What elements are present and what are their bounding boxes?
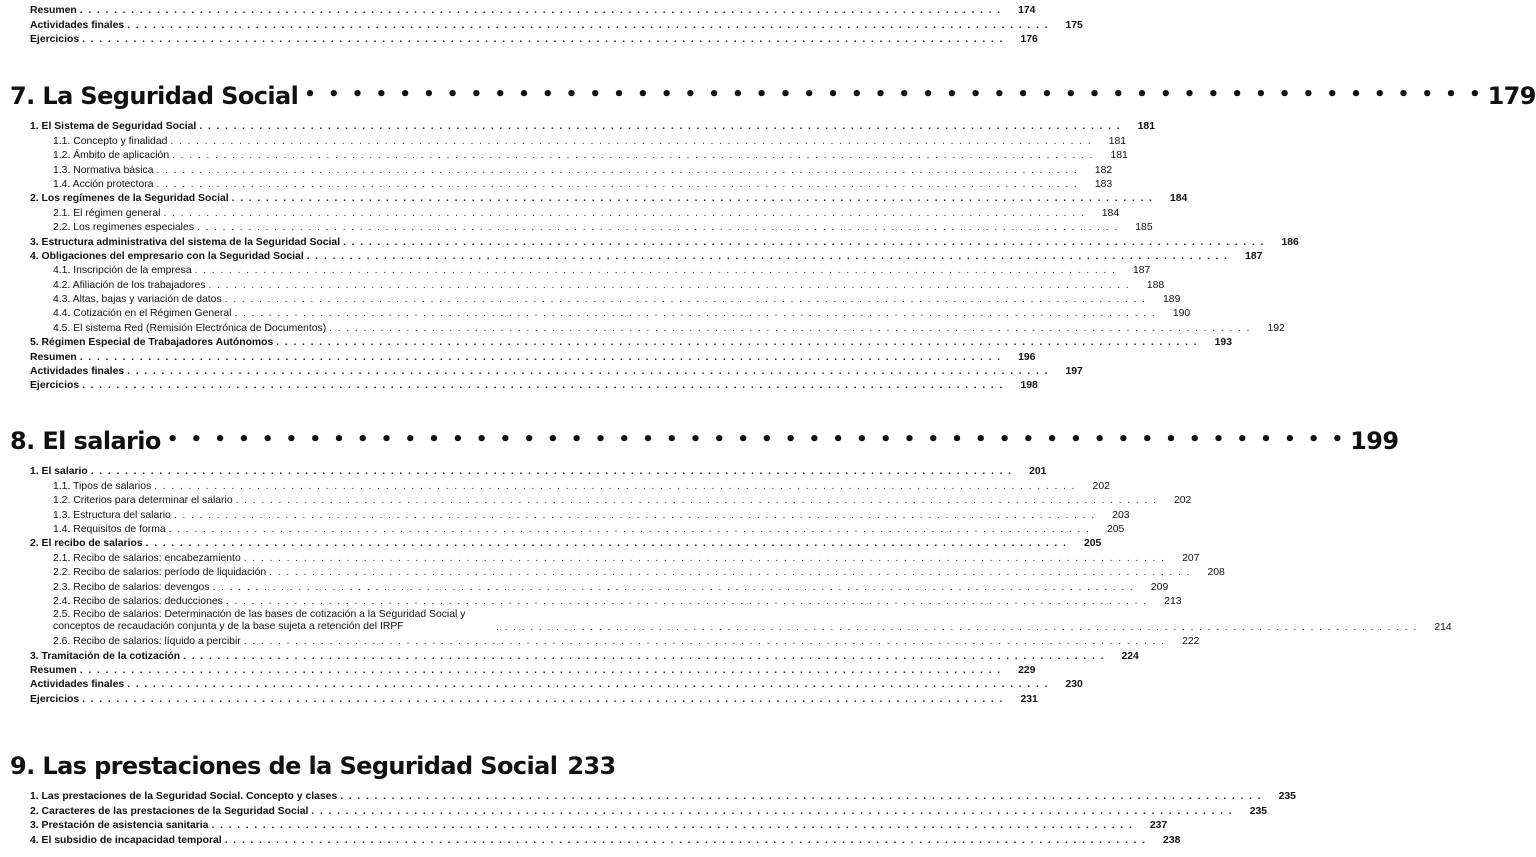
toc-entry[interactable] (0, 17, 1083, 31)
toc-entry-page: 237 (1149, 820, 1168, 832)
toc-entry-page: 214 (1434, 621, 1452, 633)
toc-entry[interactable] (0, 378, 1038, 392)
toc-entry-page: 181 (1137, 121, 1155, 133)
toc-entry-title: Resumen (30, 352, 80, 364)
toc-entry[interactable] (0, 335, 1232, 349)
dot-leader (226, 596, 1148, 608)
toc-entry[interactable] (0, 493, 1192, 507)
dot-leader (82, 380, 1004, 392)
toc-entry[interactable] (0, 832, 1181, 846)
toc-entry-title: 2.4. Recibo de salarios: deducciones (53, 596, 226, 608)
dot-leader (307, 251, 1229, 263)
chapter-page: 199 (1350, 427, 1399, 455)
toc-entry-title: 4.3. Altas, bajas y variación de datos (53, 294, 225, 306)
dot-leader (169, 524, 1091, 536)
toc-entry[interactable] (0, 249, 1263, 263)
toc-entry[interactable] (0, 536, 1102, 550)
chapter-leader (304, 84, 1483, 110)
toc-entry[interactable] (0, 818, 1168, 832)
dot-leader (82, 34, 1004, 46)
dot-leader (170, 136, 1092, 148)
toc-entry-page: 181 (1110, 150, 1128, 162)
dot-leader (146, 538, 1068, 550)
toc-entry[interactable] (0, 263, 1151, 277)
toc-entry[interactable] (0, 205, 1120, 219)
chapter-heading (10, 746, 616, 780)
dot-leader (225, 294, 1147, 306)
toc-entry-page: 238 (1163, 834, 1181, 846)
dot-leader (80, 352, 1002, 364)
toc-entry-title: 1.4. Requisitos de forma (53, 524, 169, 536)
toc-entry[interactable] (0, 522, 1125, 536)
toc-entry-page: 184 (1101, 207, 1120, 219)
toc-entry[interactable] (0, 634, 1200, 648)
toc-entry[interactable] (0, 119, 1155, 133)
toc-entry-title: 1. El salario (30, 466, 91, 478)
toc-entry-page: 190 (1172, 308, 1191, 320)
toc-entry-title: 2.5. Recibo de salarios: Determinación de las bases de cotización a la Seguridad Social y conceptos de recaudación conjunta y de la base sujeta a retención del IRPF (53, 609, 496, 634)
toc-entry-title: Actividades finales (30, 679, 127, 691)
toc-entry-title: 3. Prestación de asistencia sanitaria (30, 820, 211, 832)
toc-entry[interactable] (0, 550, 1200, 564)
chapter-title: 7. La Seguridad Social (10, 82, 299, 110)
toc-entry[interactable] (0, 464, 1047, 478)
toc-top-section (0, 3, 1083, 46)
toc-entry-title: 5. Régimen Especial de Trabajadores Autónomos (30, 337, 276, 349)
toc-entry-title: 2.3. Recibo de salarios: devengos (53, 582, 213, 594)
toc-entry-page: 205 (1106, 523, 1125, 535)
dot-leader (157, 165, 1079, 177)
toc-entry-page: 198 (1020, 380, 1038, 392)
toc-entry-page: 201 (1029, 466, 1047, 478)
toc-entry-page: 197 (1065, 366, 1083, 378)
toc-entry-page: 205 (1083, 538, 1102, 550)
dot-leader (174, 510, 1096, 522)
toc-entry-page: 181 (1108, 135, 1127, 147)
toc-entry-title: Actividades finales (30, 366, 127, 378)
toc-entry-title: 1.3. Normativa básica (53, 165, 157, 177)
dot-leader (311, 806, 1233, 818)
toc-entry-page: 231 (1020, 693, 1038, 705)
dot-leader (213, 582, 1135, 594)
toc-entry[interactable] (0, 789, 1296, 803)
toc-entry-title: 4. El subsidio de incapacidad temporal (30, 835, 225, 847)
dot-leader (80, 5, 1002, 17)
dot-leader (225, 835, 1147, 847)
dot-leader (234, 308, 1156, 320)
toc-entry-title: 1. Las prestaciones de la Seguridad Social. Concepto y clases (30, 791, 340, 803)
toc-entry[interactable] (0, 148, 1128, 162)
chapter-page: 179 (1487, 82, 1536, 110)
toc-entry-page: 207 (1182, 552, 1200, 564)
toc-entry-page: 235 (1249, 805, 1268, 817)
toc-entry-page: 209 (1150, 581, 1169, 593)
toc-entry-title: 1.4. Acción protectora (53, 179, 157, 191)
toc-entry-page: 203 (1112, 509, 1130, 521)
dot-leader (154, 481, 1076, 493)
toc-entry-page: 175 (1065, 19, 1083, 31)
dot-leader (127, 20, 1049, 32)
toc-entry-page: 222 (1182, 636, 1200, 648)
toc-entry-page: 174 (1018, 5, 1036, 17)
dot-leader (232, 193, 1154, 205)
dot-leader (329, 323, 1251, 335)
toc-entry[interactable] (0, 803, 1268, 817)
toc-entry-page: 182 (1094, 164, 1113, 176)
toc-entry-title: 1.1. Tipos de salarios (53, 481, 154, 493)
toc-entry-page: 196 (1018, 351, 1036, 363)
toc-entry-page: 187 (1245, 250, 1263, 262)
toc-entry[interactable] (0, 32, 1038, 46)
toc-entry-title: Ejercicios (30, 34, 82, 46)
toc-entry[interactable] (0, 608, 1452, 634)
dot-leader (343, 237, 1265, 249)
dot-leader (496, 622, 1418, 634)
chapter-title: 8. El salario (10, 427, 161, 455)
toc-entry-title: 2.2. Recibo de salarios: período de liquidación (53, 567, 269, 579)
dot-leader (197, 222, 1119, 234)
toc-entry-title: 2. Los regímenes de la Seguridad Social (30, 193, 232, 205)
toc-entry-title: Actividades finales (30, 20, 127, 32)
dot-leader (269, 567, 1191, 579)
toc-entry-title: 1.3. Estructura del salario (53, 510, 174, 522)
toc-entry-page: 186 (1281, 236, 1299, 248)
dot-leader (163, 208, 1085, 220)
toc-entry-page: 224 (1121, 650, 1139, 662)
dot-leader (157, 179, 1079, 191)
toc-entry[interactable] (0, 220, 1153, 234)
toc-entry-page: 208 (1207, 567, 1225, 579)
dot-leader (82, 694, 1004, 706)
toc-entry-title: 2.2. Los regímenes especiales (53, 222, 197, 234)
toc-entry-page: 184 (1170, 193, 1188, 205)
toc-entry-title: Ejercicios (30, 694, 82, 706)
dot-leader (236, 495, 1158, 507)
toc-entry-title: 2.6. Recibo de salarios: líquido a percibir (53, 636, 244, 648)
toc-entry-title: 4.1. Inscripción de la empresa (53, 265, 195, 277)
toc-entry-title: 1. El Sistema de Seguridad Social (30, 121, 199, 133)
toc-entry-page: 202 (1092, 480, 1110, 492)
dot-leader (91, 466, 1013, 478)
toc-entry-page: 229 (1018, 665, 1036, 677)
toc-entry[interactable] (0, 292, 1181, 306)
dot-leader (276, 337, 1198, 349)
toc-entry-page: 213 (1164, 595, 1182, 607)
toc-entry-page: 183 (1094, 178, 1113, 190)
toc-entry-page: 188 (1146, 279, 1165, 291)
toc-entry-page: 185 (1135, 222, 1153, 234)
toc-entry[interactable] (0, 320, 1285, 334)
toc-entry-title: 3. Estructura administrativa del sistema de la Seguridad Social (30, 237, 343, 249)
toc-entry[interactable] (0, 579, 1169, 593)
chapter-entries (0, 119, 1299, 392)
toc-entry[interactable] (0, 648, 1139, 662)
chapter-entries (0, 789, 1296, 847)
dot-leader (244, 636, 1166, 648)
toc-entry-title: Resumen (30, 665, 80, 677)
toc-entry-title: 1.1. Concepto y finalidad (53, 136, 170, 148)
toc-entry[interactable] (0, 234, 1299, 248)
toc-entry-title: Resumen (30, 5, 80, 17)
toc-entry-page: 202 (1173, 495, 1192, 507)
toc-entry[interactable] (0, 478, 1110, 492)
toc-entry[interactable] (0, 364, 1083, 378)
toc-entry-page: 230 (1065, 679, 1083, 691)
dot-leader (183, 651, 1105, 663)
chapter-title: 9. Las prestaciones de la Seguridad Social (10, 752, 558, 780)
toc-entry[interactable] (0, 177, 1113, 191)
toc-entry-page: 187 (1132, 265, 1151, 277)
toc-entry-title: 1.2. Criterios para determinar el salario (53, 495, 236, 507)
toc-entry-page: 189 (1163, 294, 1181, 306)
toc-entry[interactable] (0, 133, 1127, 147)
toc-entry[interactable] (0, 663, 1036, 677)
toc-entry-title: 2. Caracteres de las prestaciones de la Seguridad Social (30, 806, 311, 818)
toc-entry-title: 4. Obligaciones del empresario con la Seguridad Social (30, 251, 307, 263)
toc-entry-page: 193 (1214, 337, 1232, 349)
dot-leader (209, 280, 1131, 292)
dot-leader (127, 679, 1049, 691)
dot-leader (340, 791, 1262, 803)
chapter-heading (10, 421, 1399, 455)
dot-leader (172, 150, 1094, 162)
toc-entry[interactable] (0, 349, 1036, 363)
toc-entry-title: 3. Tramitación de la cotización (30, 651, 183, 663)
chapter-entries (0, 464, 1452, 706)
toc-entry-title: 2.1. El régimen general (53, 208, 163, 220)
chapter-leader (167, 429, 1346, 455)
dot-leader (199, 121, 1121, 133)
toc-entry-title: 4.4. Cotización en el Régimen General (53, 308, 234, 320)
toc-entry[interactable] (0, 677, 1083, 691)
toc-entry[interactable] (0, 277, 1165, 291)
toc-entry[interactable] (0, 691, 1038, 705)
toc-entry-title: 2. El recibo de salarios (30, 538, 146, 550)
toc-entry[interactable] (0, 191, 1188, 205)
toc-entry[interactable] (0, 162, 1113, 176)
toc-entry-title: 1.2. Ámbito de aplicación (53, 150, 172, 162)
toc-entry-title: 2.1. Recibo de salarios: encabezamiento (53, 553, 244, 565)
toc-entry[interactable] (0, 3, 1036, 17)
toc-entry-page: 192 (1267, 322, 1285, 334)
chapter-heading (10, 76, 1536, 110)
toc-entry-title: Ejercicios (30, 380, 82, 392)
dot-leader (244, 553, 1166, 565)
dot-leader (211, 820, 1133, 832)
toc-entry-page: 235 (1278, 791, 1296, 803)
chapter-page: 233 (567, 752, 616, 780)
dot-leader (127, 366, 1049, 378)
toc-entry-title: 4.2. Afiliación de los trabajadores (53, 280, 209, 292)
dot-leader (80, 665, 1002, 677)
toc-entry[interactable] (0, 507, 1130, 521)
dot-leader (195, 265, 1117, 277)
toc-entry-page: 176 (1020, 34, 1038, 46)
toc-entry[interactable] (0, 594, 1182, 608)
toc-entry[interactable] (0, 565, 1225, 579)
toc-entry-title: 4.5. El sistema Red (Remisión Electrónica de Documentos) (53, 323, 329, 335)
toc-entry[interactable] (0, 306, 1191, 320)
